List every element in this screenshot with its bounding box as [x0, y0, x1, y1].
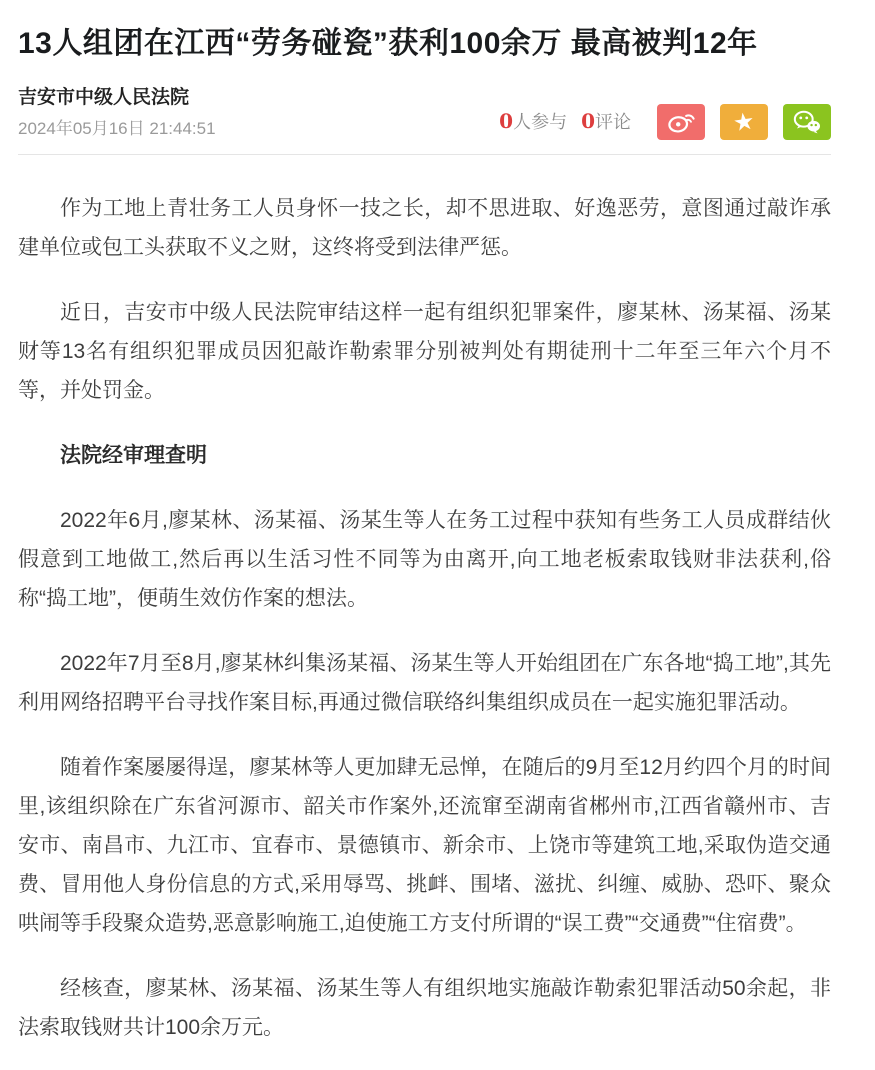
paragraph: 2022年6月,廖某林、汤某福、汤某生等人在务工过程中获知有些务工人员成群结伙假意到工地做工,然后再以生活习性不同等为由离开,向工地老板索取钱财非法获利,俗称“捣工地”，便萌生效仿作案的想法。 — [18, 509, 831, 610]
paragraph: 经核查，廖某林、汤某福、汤某生等人有组织地实施敲诈勒索犯罪活动50余起，非法索取钱财共计100余万元。 — [18, 977, 831, 1039]
share-bar — [657, 104, 831, 140]
comments-count: 0 — [581, 109, 595, 133]
weibo-icon — [666, 109, 696, 135]
paragraph: 2022年7月至8月,廖某林纠集汤某福、汤某生等人开始组团在广东各地“捣工地”,其先利用网络招聘平台寻找作案目标,再通过微信联络纠集组织成员在一起实施犯罪活动。 — [18, 652, 831, 714]
share-weibo-button[interactable] — [657, 104, 705, 140]
paragraph: 随着作案屡屡得逞，廖某林等人更加肆无忌惮，在随后的9月至12月约四个月的时间里,该组织除在广东省河源市、韶关市作案外,还流窜至湖南省郴州市,江西省赣州市、吉安市、南昌市、九江市、宜春市、景德镇市、新余市、上饶市等建筑工地,采取伪造交通费、冒用他人身份信息的方式,采用辱骂、挑衅、围堵、滋扰、纠缠、威胁、恐吓、聚众哄闹等手段聚众造势,恶意影响施工,迫使施工方支付所谓的“误工费”“交通费”“住宿费”。 — [18, 756, 831, 935]
paragraph: 作为工地上青壮务工人员身怀一技之长，却不思进取、好逸恶劳，意图通过敲诈承建单位或包工头获取不义之财，这终将受到法律严惩。 — [18, 197, 831, 259]
participants-label: 人参与 — [513, 112, 568, 132]
article-title: 13人组团在江西“劳务碰瓷”获利100余万 最高被判12年 — [18, 27, 758, 60]
wechat-icon — [792, 109, 822, 135]
article-source-block — [18, 86, 216, 140]
share-wechat-button[interactable] — [783, 104, 831, 140]
article-meta — [499, 103, 631, 140]
article-actions — [499, 103, 831, 140]
article-info-row — [18, 86, 831, 140]
article-body — [18, 155, 831, 1047]
share-qzone-button[interactable] — [720, 104, 768, 140]
article-datetime: 2024年05月16日 21:44:51 — [18, 119, 216, 138]
paragraph: 近日，吉安市中级人民法院审结这样一起有组织犯罪案件，廖某林、汤某福、汤某财等13名有组织犯罪成员因犯敲诈勒索罪分别被判处有期徒刑十二年至三年六个月不等，并处罚金。 — [18, 301, 831, 402]
star-icon: ★ — [731, 106, 757, 137]
participants-count: 0 — [499, 109, 514, 133]
article-source: 吉安市中级人民法院 — [18, 87, 190, 108]
section-heading: 法院经审理查明 — [60, 444, 207, 467]
comments-label: 评论 — [595, 112, 631, 132]
